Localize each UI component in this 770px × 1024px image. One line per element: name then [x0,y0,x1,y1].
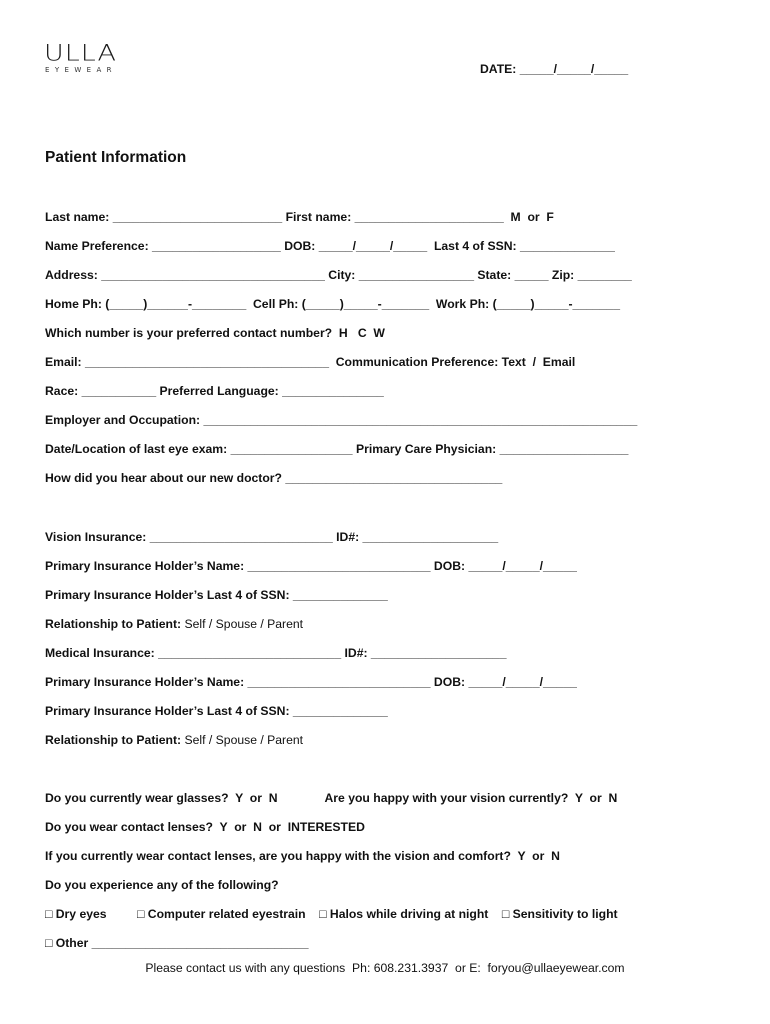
address-line[interactable]: Address: _________________________________ City: _________________ State: _____ Zip: ________ [45,268,632,282]
vision-holder-name-line[interactable]: Primary Insurance Holder’s Name: ___________________________ DOB: _____/_____/_____ [45,559,577,573]
contacts-question-line[interactable]: Do you wear contact lenses? Y or N or INTERESTED [45,820,365,834]
section-title-patient-information: Patient Information [45,149,187,166]
vision-holder-ssn-line[interactable]: Primary Insurance Holder’s Last 4 of SSN: ______________ [45,588,388,602]
symptoms-checkbox-line[interactable]: □ Dry eyes □ Computer related eyestrain □ Halos while driving at night □ Sensitivity to light [45,907,618,921]
vision-relationship-line[interactable] [45,617,303,632]
last-exam-line[interactable]: Date/Location of last eye exam: __________________ Primary Care Physician: ___________________ [45,442,629,456]
preferred-contact-line[interactable]: Which number is your preferred contact number? H C W [45,326,385,340]
relationship-options[interactable]: Self / Spouse / Parent [184,733,304,747]
medical-insurance-line[interactable]: Medical Insurance: ___________________________ ID#: ____________________ [45,646,507,660]
name-gender-line[interactable]: Last name: _________________________ First name: ______________________ M or F [45,210,554,224]
date-field[interactable]: DATE: _____/_____/_____ [480,62,629,76]
phone-line[interactable]: Home Ph: (_____)______-________ Cell Ph: (_____)_____-_______ Work Ph: (_____)_____-_______ [45,297,620,311]
relationship-options[interactable]: Self / Spouse / Parent [184,617,304,631]
logo-wordmark: ULLA [44,40,117,67]
employer-line[interactable]: Employer and Occupation: ________________________________________________________________ [45,413,638,427]
relationship-label: Relationship to Patient: [45,733,182,747]
medical-holder-ssn-line[interactable]: Primary Insurance Holder’s Last 4 of SSN: ______________ [45,704,388,718]
logo-subtitle: EYEWEAR [45,66,117,74]
medical-holder-name-line[interactable]: Primary Insurance Holder’s Name: ___________________________ DOB: _____/_____/_____ [45,675,577,689]
symptoms-question-line: Do you experience any of the following? [45,878,279,892]
race-language-line[interactable]: Race: ___________ Preferred Language: _______________ [45,384,384,398]
footer-text: Please contact us with any questions Ph: 608.231.3937 or E: foryou@ullaeyewear.com [145,961,625,975]
ulla-eyewear-logo [44,40,144,78]
referral-source-line[interactable]: How did you hear about our new doctor? ________________________________ [45,471,503,485]
vision-insurance-line[interactable]: Vision Insurance: ___________________________ ID#: ____________________ [45,530,499,544]
medical-relationship-line[interactable] [45,733,303,748]
other-symptom-line[interactable]: □ Other ________________________________ [45,936,309,950]
name-preference-line[interactable]: Name Preference: ___________________ DOB: _____/_____/_____ Last 4 of SSN: ______________ [45,239,615,253]
glasses-question-line[interactable]: Do you currently wear glasses? Y or N Are you happy with your vision currently? Y or N [45,791,618,805]
contact-footer [0,961,770,975]
contacts-comfort-line[interactable]: If you currently wear contact lenses, are you happy with the vision and comfort? Y or N [45,849,560,863]
email-line[interactable]: Email: ____________________________________ Communication Preference: Text / Email [45,355,576,369]
relationship-label: Relationship to Patient: [45,617,182,631]
